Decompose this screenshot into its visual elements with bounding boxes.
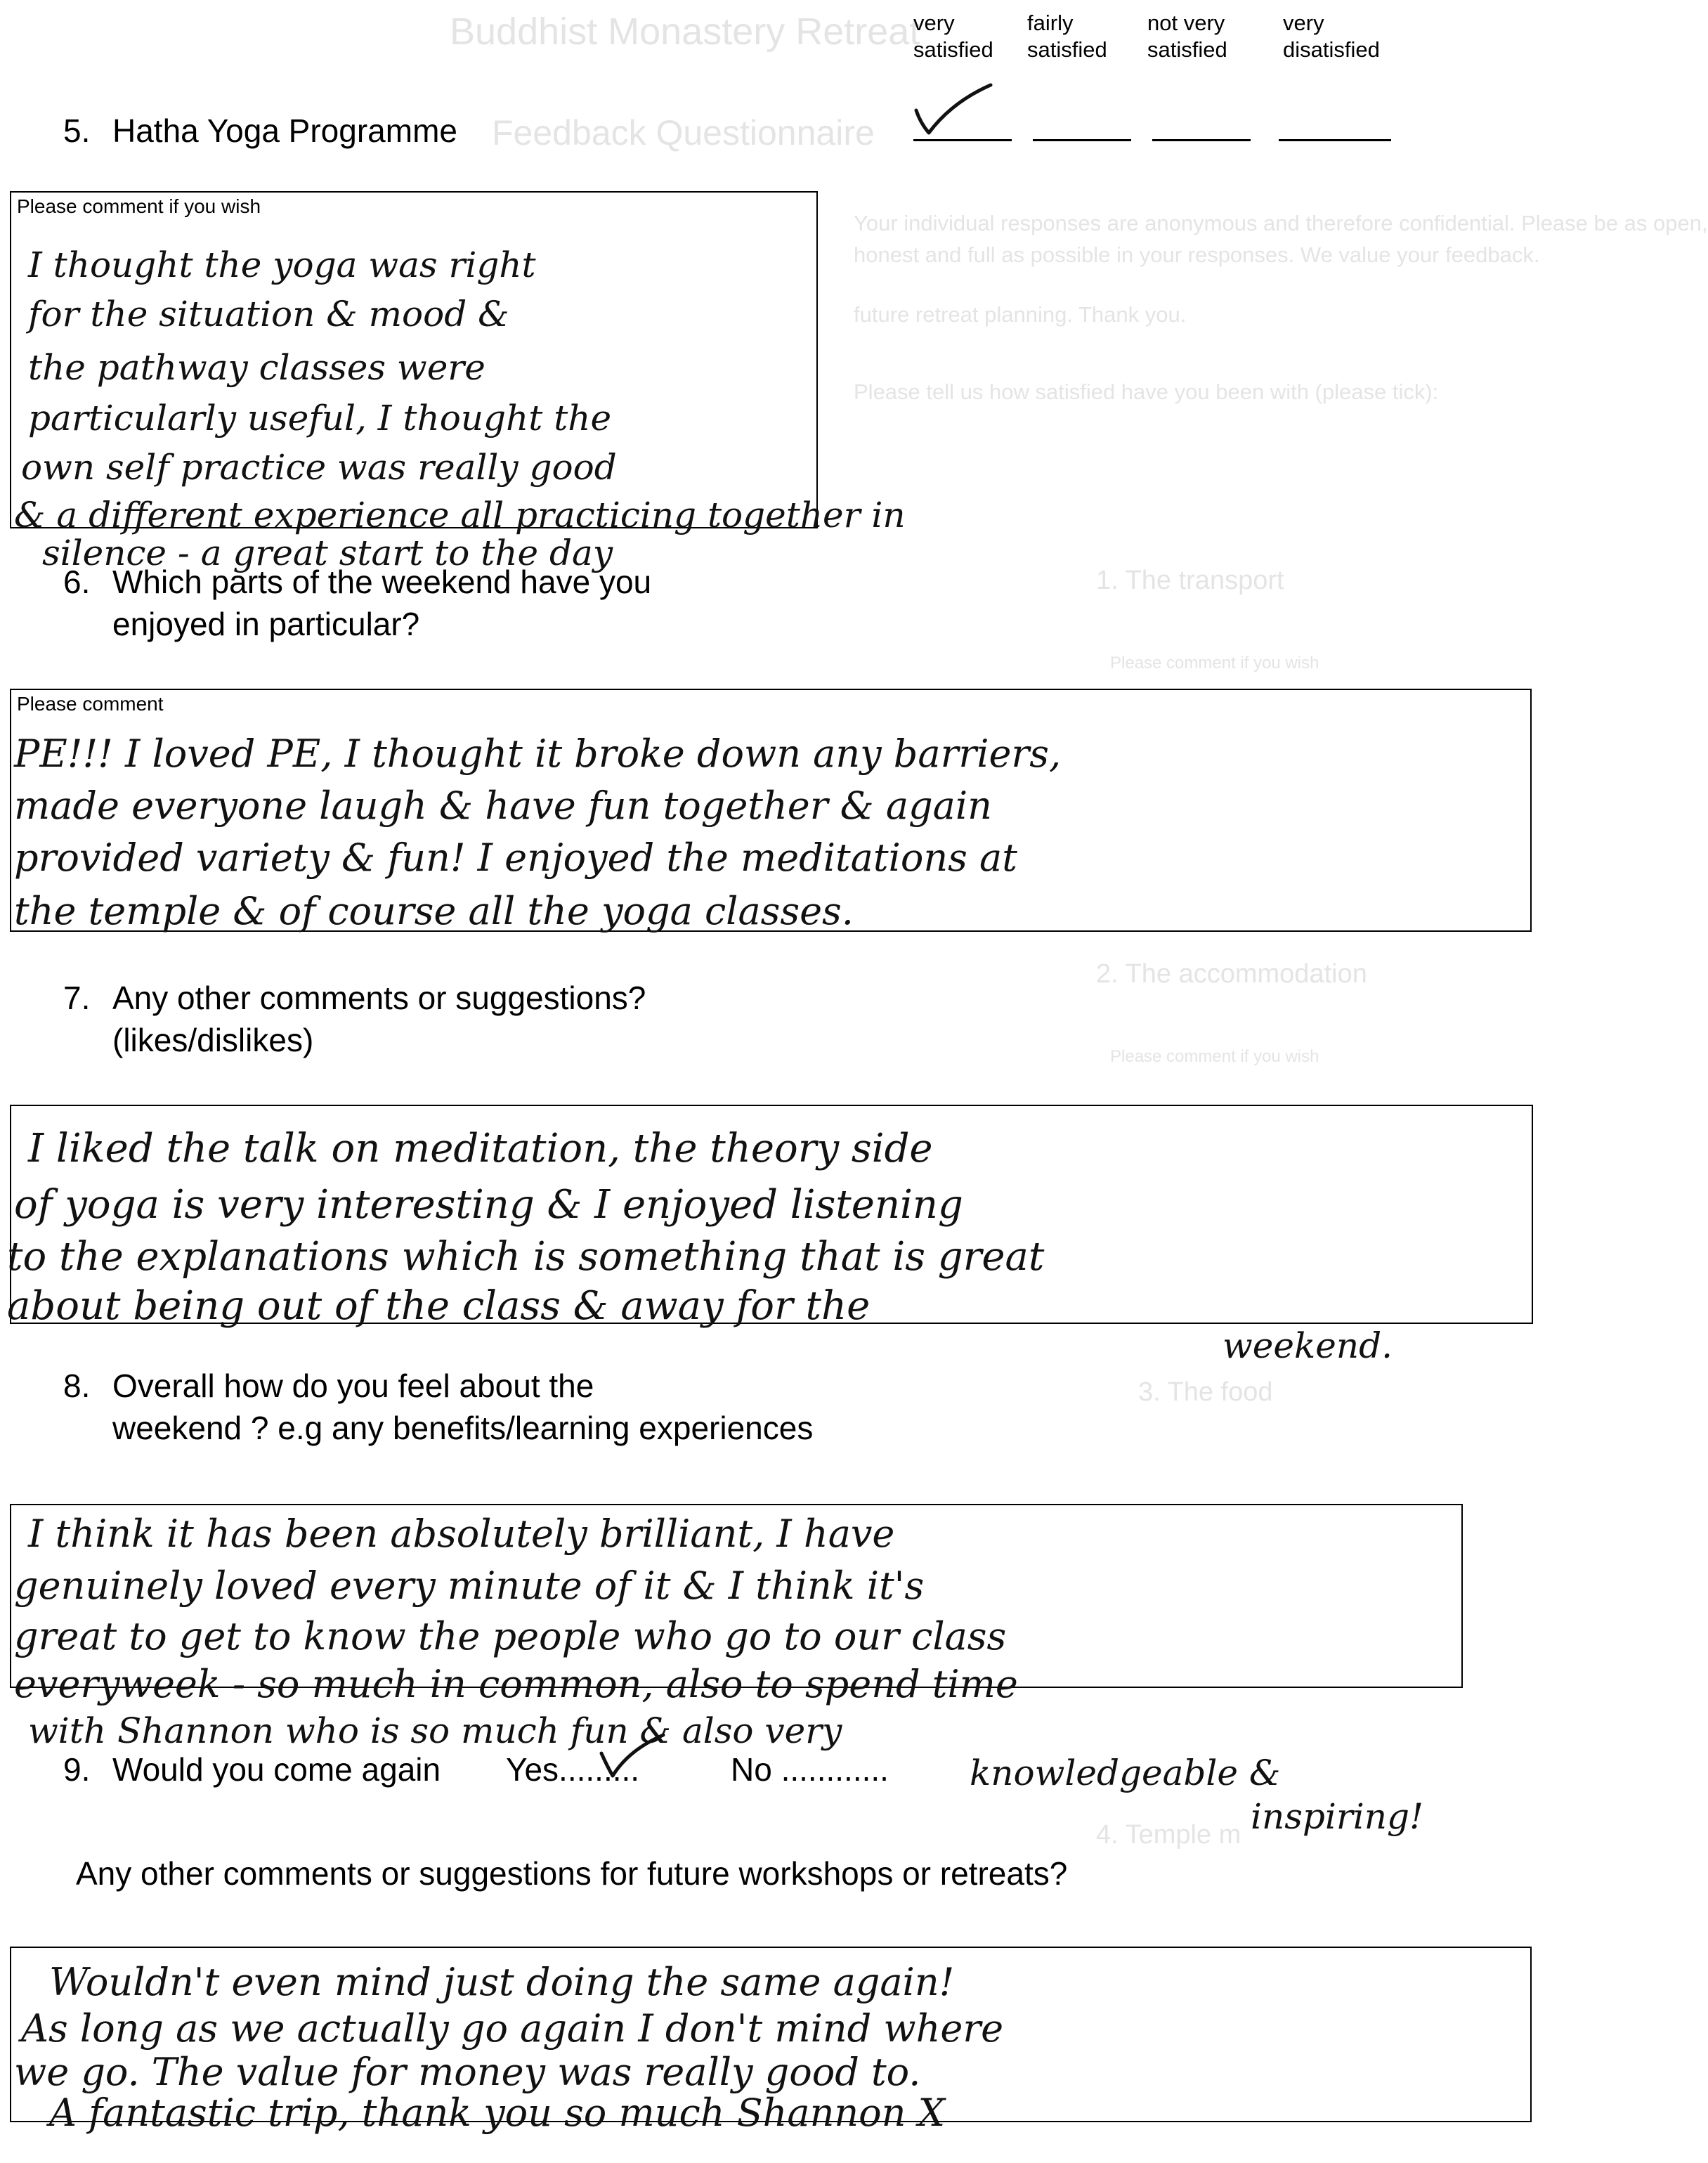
show-through-subtitle: Feedback Questionnaire (492, 113, 875, 152)
check-mark-icon (913, 81, 998, 137)
handwritten-answer-line: inspiring! (1251, 1796, 1424, 1837)
question-8-line-2: weekend ? e.g any benefits/learning experiences (112, 1410, 814, 1446)
handwritten-answer-line: to the explanations which is something that is great (7, 1234, 1045, 1280)
handwritten-answer-line: the pathway classes were (28, 347, 485, 388)
show-through-q1: 1. The transport (1096, 566, 1284, 595)
question-6-line-2: enjoyed in particular? (112, 606, 420, 642)
question-9 (63, 1748, 441, 1791)
show-through-comment-1: Please comment if you wish (1110, 654, 1319, 673)
handwritten-answer-line: made everyone laugh & have fun together & again (14, 784, 992, 828)
handwritten-answer-line: As long as we actually go again I don't mind where (21, 2006, 1004, 2051)
handwritten-answer-line: I think it has been absolutely brilliant, I have (28, 1512, 895, 1556)
handwritten-answer-line: provided variety & fun! I enjoyed the meditations at (14, 836, 1017, 880)
handwritten-answer-line: A fantastic trip, thank you so much Shannon X (49, 2091, 946, 2135)
question-5-label: Hatha Yoga Programme (112, 112, 457, 149)
show-through-q2: 2. The accommodation (1096, 959, 1367, 989)
handwritten-answer-line: great to get to know the people who go to our class (14, 1614, 1007, 1658)
question-7-line-2: (likes/dislikes) (112, 1022, 314, 1058)
no-label: No ............ (731, 1751, 889, 1788)
question-7 (63, 977, 646, 1061)
handwritten-answer-line: Wouldn't even mind just doing the same again! (49, 1960, 955, 2004)
question-6-line-1: Which parts of the weekend have you (112, 564, 652, 600)
rating-header-label: very satisfied (913, 11, 993, 62)
handwritten-answer-line: silence - a great start to the day (42, 533, 613, 573)
question-8 (63, 1365, 813, 1449)
question-number: 5. (63, 112, 91, 149)
question-number: 9. (63, 1751, 91, 1788)
rating-slot-fairly-satisfied[interactable] (1033, 139, 1131, 141)
show-through-comment-2: Please comment if you wish (1110, 1047, 1319, 1066)
comment-box-label: Please comment if you wish (17, 195, 261, 217)
yes-dots: ...... (585, 1751, 640, 1788)
show-through-q4: 4. Temple m (1096, 1820, 1241, 1850)
show-through-intro-3: future retreat planning. Thank you. (854, 302, 1187, 327)
handwritten-answer-line: own self practice was really good (21, 447, 617, 488)
handwritten-answer-line: weekend. (1223, 1325, 1393, 1366)
rating-header-label: not very satisfied (1147, 11, 1227, 62)
rating-header-very-satisfied (913, 10, 993, 63)
handwritten-answer-line: the temple & of course all the yoga classes. (14, 889, 854, 933)
handwritten-answer-line: PE!!! I loved PE, I thought it broke down any barriers, (14, 732, 1062, 776)
question-5 (63, 110, 457, 152)
rating-slot-very-satisfied[interactable] (913, 139, 1012, 141)
question-number: 6. (63, 564, 91, 600)
rating-header-very-disatisfied (1283, 10, 1380, 63)
handwritten-answer-line: particularly useful, I thought the (28, 398, 612, 439)
handwritten-answer-line: about being out of the class & away for the (7, 1283, 871, 1329)
question-9-label: Would you come again (112, 1751, 441, 1788)
show-through-intro-1: Your individual responses are anonymous and therefore confidential. Please be as open, (854, 211, 1708, 235)
rating-header-fairly-satisfied (1027, 10, 1107, 63)
handwritten-answer-line: for the situation & mood & (28, 294, 509, 334)
answer-no-option[interactable] (731, 1748, 889, 1791)
yes-label: Yes... (506, 1751, 586, 1788)
show-through-title: Buddhist Monastery Retreat (450, 11, 920, 53)
handwritten-answer-line: everyweek - so much in common, also to spend time (14, 1662, 1018, 1706)
rating-header-not-very-satisfied (1147, 10, 1227, 63)
question-8-line-1: Overall how do you feel about the (112, 1368, 594, 1404)
show-through-intro-2: honest and full as possible in your responses. We value your feedback. (854, 242, 1540, 267)
handwritten-answer-line: with Shannon who is so much fun & also very (28, 1710, 842, 1751)
handwritten-answer-line: of yoga is very interesting & I enjoyed listening (14, 1182, 963, 1228)
question-7-line-1: Any other comments or suggestions? (112, 980, 646, 1016)
rating-header-label: very disatisfied (1283, 11, 1380, 62)
question-10-label: Any other comments or suggestions for future workshops or retreats? (76, 1855, 1068, 1892)
question-10 (76, 1852, 1067, 1895)
rating-slot-not-very-satisfied[interactable] (1152, 139, 1251, 141)
handwritten-answer-line: I thought the yoga was right (28, 245, 536, 285)
handwritten-answer-line: & a different experience all practicing together in (14, 495, 906, 535)
handwritten-answer-line: knowledgeable & (970, 1753, 1281, 1793)
handwritten-answer-line: I liked the talk on meditation, the theory side (28, 1126, 933, 1171)
handwritten-answer-line: genuinely loved every minute of it & I think it's (14, 1564, 925, 1608)
comment-box-label: Please comment (17, 693, 164, 715)
question-6 (63, 561, 651, 645)
show-through-q3: 3. The food (1138, 1377, 1273, 1407)
question-number: 7. (63, 980, 91, 1016)
check-mark-icon (597, 1732, 667, 1781)
show-through-intro-4: Please tell us how satisfied have you been with (please tick): (854, 379, 1439, 404)
rating-header-label: fairly satisfied (1027, 11, 1107, 62)
rating-slot-very-disatisfied[interactable] (1279, 139, 1391, 141)
handwritten-answer-line: we go. The value for money was really good to. (14, 2050, 921, 2094)
question-number: 8. (63, 1368, 91, 1404)
